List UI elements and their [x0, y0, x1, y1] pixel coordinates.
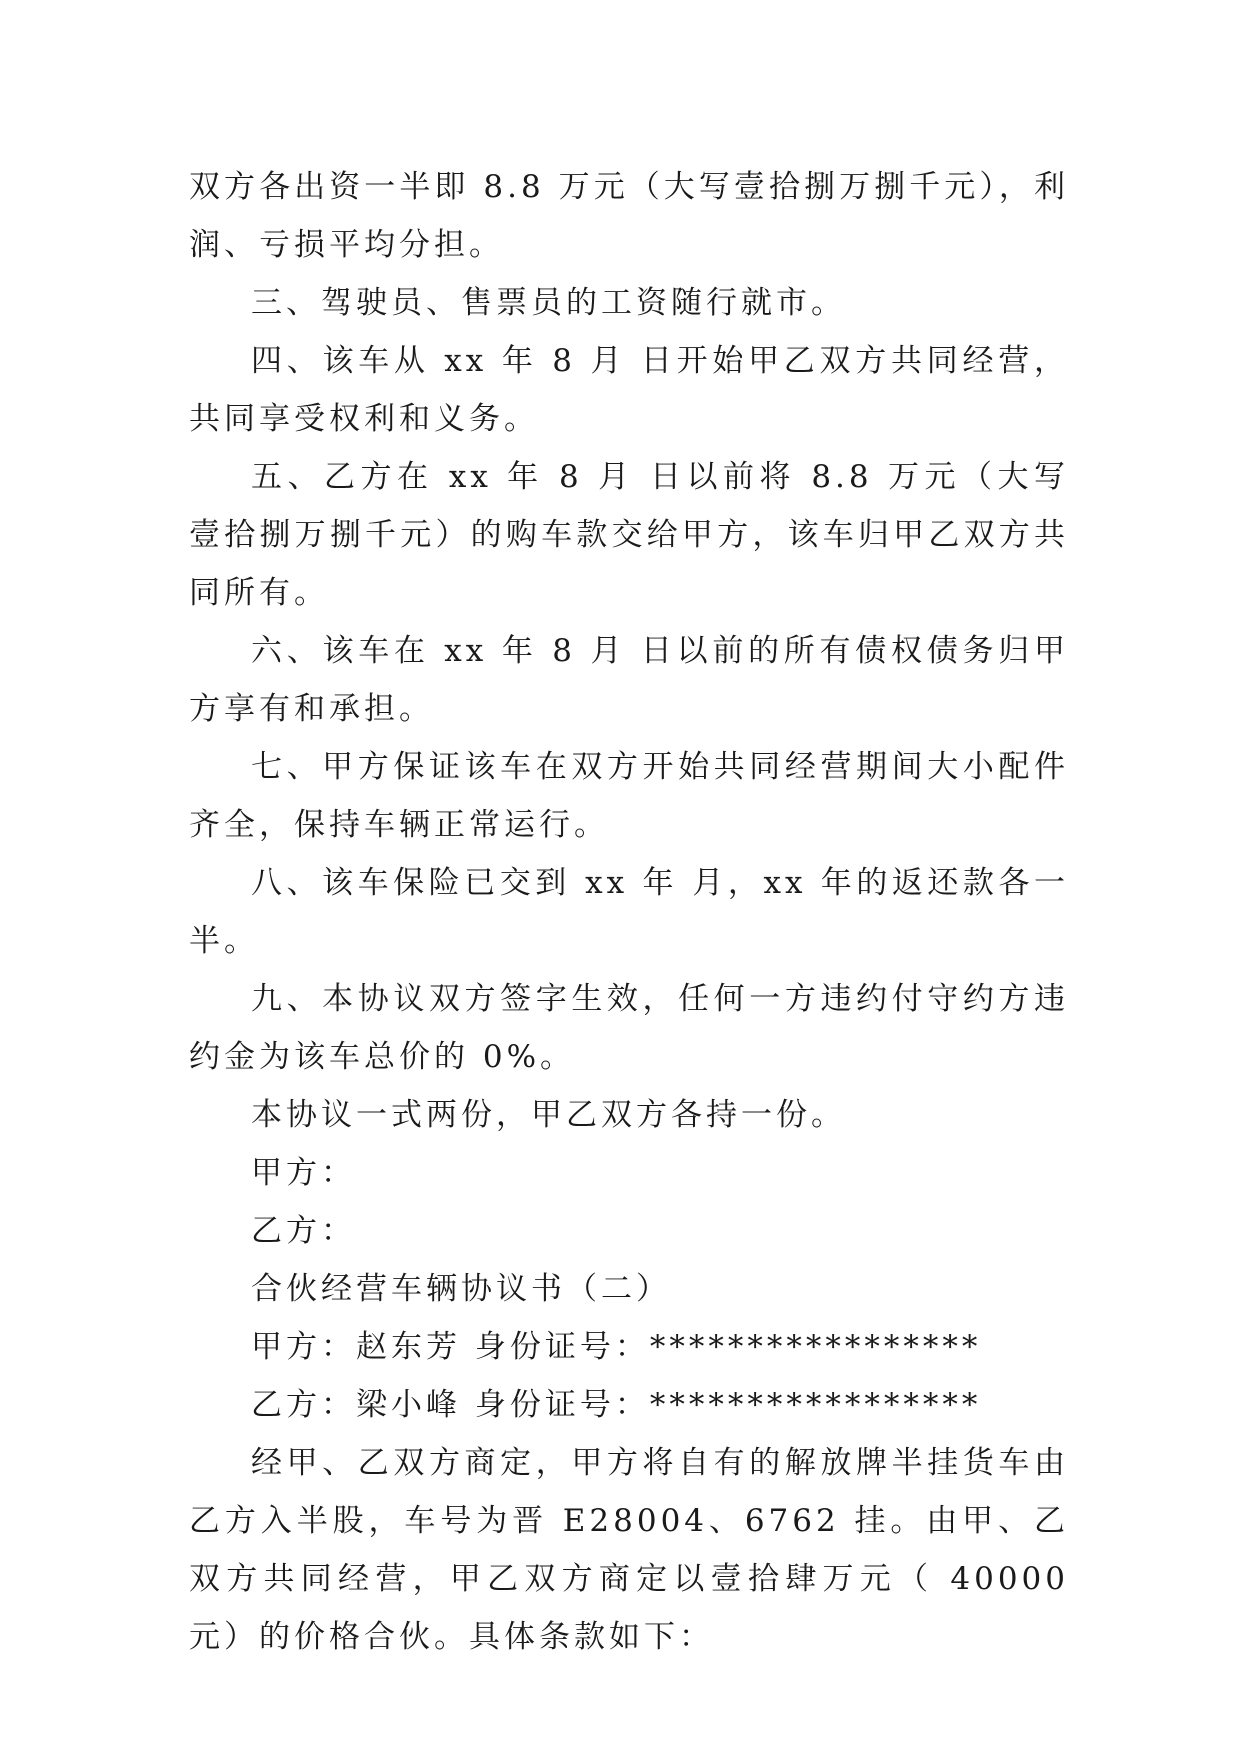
paragraph-investment-continued: 双方各出资一半即 8.8 万元（大写壹拾捌万捌千元），利润、亏损平均分担。	[189, 169, 1069, 263]
copies-statement: 本协议一式两份，甲乙双方各持一份。	[251, 1097, 846, 1133]
agreement-2-intro: 经甲、乙双方商定，甲方将自有的解放牌半挂货车由乙方入半股，车号为晋 E28004、6762 挂。由甲、乙双方共同经营，甲乙双方商定以壹拾肆万元（ 40000 元）的价格合伙。具体条款如下：	[189, 1445, 1069, 1655]
clause-3-wages: 三、驾驶员、售票员的工资随行就市。	[251, 285, 846, 321]
document-body	[189, 158, 1069, 1666]
clause-8-insurance: 八、该车保险已交到 xx 年 月，xx 年的返还款各一半。	[189, 865, 1069, 959]
clause-5-payment: 五、乙方在 xx 年 8 月 日以前将 8.8 万元（大写壹拾捌万捌千元）的购车款交给甲方，该车归甲乙双方共同所有。	[189, 459, 1069, 611]
agreement-2-title: 合伙经营车辆协议书（二）	[251, 1271, 671, 1307]
clause-4-joint-operation: 四、该车从 xx 年 8 月 日开始甲乙双方共同经营，共同享受权利和义务。	[189, 343, 1069, 437]
party-b-signature-line: 乙方：	[251, 1213, 356, 1249]
party-b-info: 乙方：梁小峰 身份证号：*****************	[251, 1387, 982, 1423]
party-a-info: 甲方：赵东芳 身份证号：*****************	[251, 1329, 982, 1365]
clause-6-debts: 六、该车在 xx 年 8 月 日以前的所有债权债务归甲方享有和承担。	[189, 633, 1069, 727]
party-a-signature-line: 甲方：	[251, 1155, 356, 1191]
clause-9-effect: 九、本协议双方签字生效，任何一方违约付守约方违约金为该车总价的 0%。	[189, 981, 1069, 1075]
clause-7-parts: 七、甲方保证该车在双方开始共同经营期间大小配件齐全，保持车辆正常运行。	[189, 749, 1069, 843]
